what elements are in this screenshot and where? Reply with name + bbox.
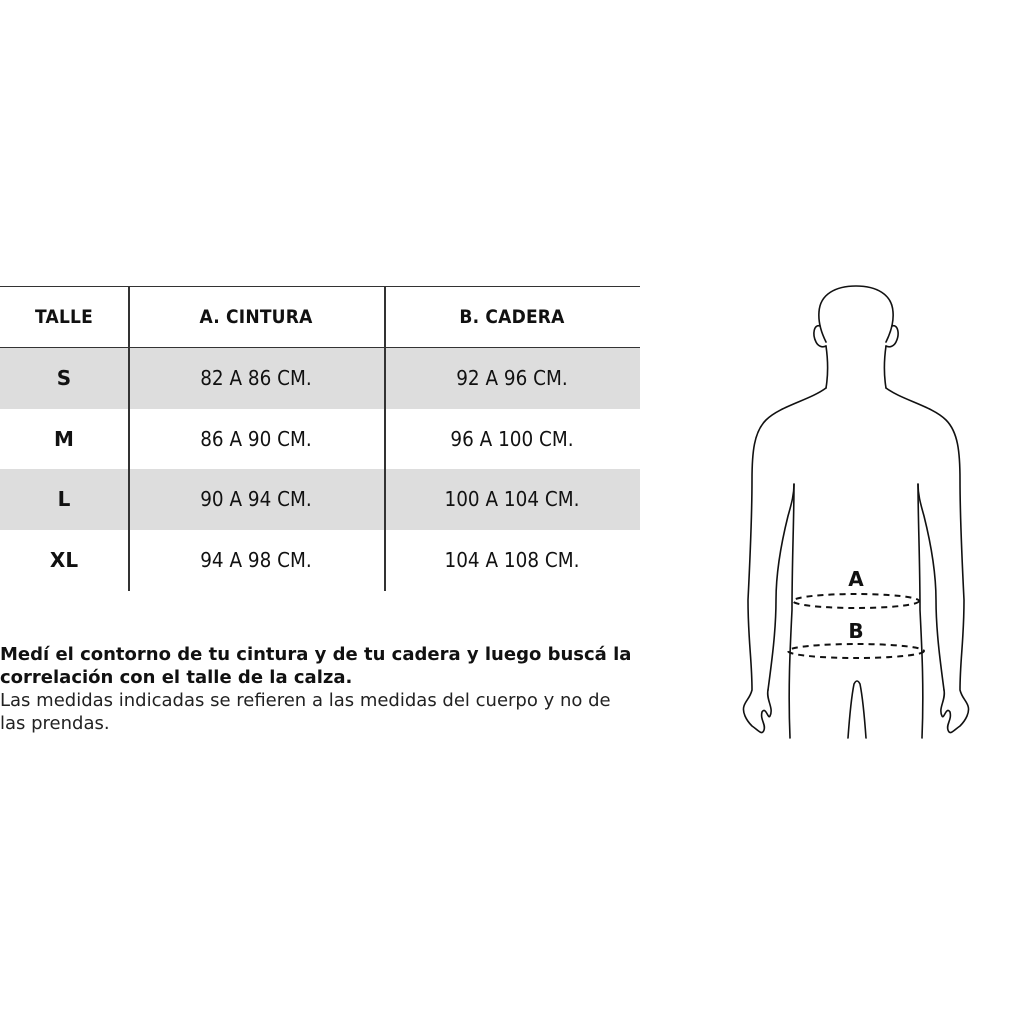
table-header-row <box>0 287 640 348</box>
hip-band-b <box>788 644 924 658</box>
header-talle: TALLE <box>35 306 93 328</box>
table-row <box>0 469 640 530</box>
left-arm-outline <box>743 388 826 733</box>
column-divider <box>384 286 386 591</box>
torso-right-outline <box>918 484 923 738</box>
measurement-notes <box>0 643 640 735</box>
size-cell: L <box>57 487 71 512</box>
instruction-line: Medí el contorno de tu cintura y de tu cadera y luego buscá la <box>0 644 632 665</box>
column-divider <box>128 286 130 591</box>
table-row <box>0 409 640 470</box>
cintura-cell: 94 A 98 CM. <box>200 547 312 572</box>
cintura-cell: 90 A 94 CM. <box>200 487 312 512</box>
torso-left-outline <box>789 484 794 738</box>
cintura-cell: 82 A 86 CM. <box>200 366 312 391</box>
body-measurement-figure <box>730 280 990 750</box>
table-row <box>0 348 640 409</box>
instruction-line: correlación con el talle de la calza. <box>0 667 353 688</box>
hip-label-b: B <box>848 619 864 643</box>
head-outline <box>819 286 893 342</box>
disclaimer-line: las prendas. <box>0 713 110 734</box>
right-arm-outline <box>886 388 969 733</box>
header-cintura: A. CINTURA <box>199 306 313 328</box>
table-row <box>0 530 640 591</box>
disclaimer-line: Las medidas indicadas se refieren a las medidas del cuerpo y no de <box>0 690 611 711</box>
body-outline-illustration <box>730 280 990 750</box>
size-cell: M <box>54 426 74 451</box>
waist-label-a: A <box>848 567 864 591</box>
cadera-cell: 104 A 108 CM. <box>444 547 580 572</box>
cadera-cell: 92 A 96 CM. <box>456 366 568 391</box>
neck-outline <box>826 346 828 388</box>
header-cadera: B. CADERA <box>459 306 565 328</box>
cadera-cell: 96 A 100 CM. <box>450 426 574 451</box>
waist-band-a <box>793 594 919 608</box>
size-cell: XL <box>49 547 79 572</box>
cadera-cell: 100 A 104 CM. <box>444 487 580 512</box>
inner-leg-outline <box>848 681 866 738</box>
size-table <box>0 286 640 590</box>
size-cell: S <box>56 366 72 391</box>
cintura-cell: 86 A 90 CM. <box>200 426 312 451</box>
